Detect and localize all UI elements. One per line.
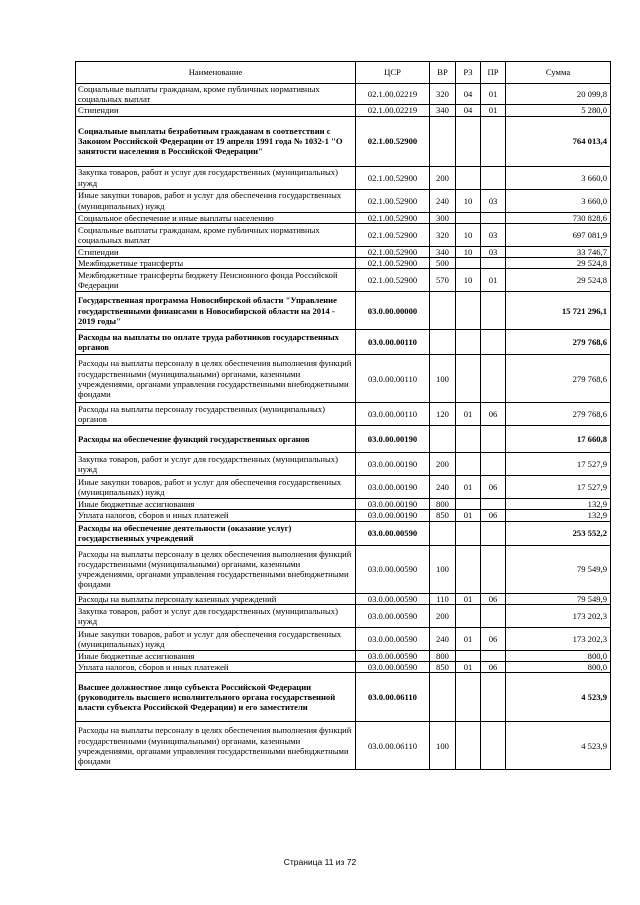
cell-rz: 01: [456, 627, 481, 650]
cell-vr: [430, 292, 456, 330]
cell-vr: [430, 521, 456, 545]
cell-name: Расходы на выплаты персоналу в целях обеспечения выполнения функций государственными (муниципальными) органами, казенными учреждениями, органами управления государственными внебюджетными фондами: [76, 545, 356, 593]
cell-pr: 06: [481, 593, 506, 604]
cell-csr: 03.0.00.00110: [356, 355, 430, 403]
cell-rz: [456, 545, 481, 593]
cell-pr: [481, 650, 506, 661]
cell-pr: 06: [481, 476, 506, 499]
cell-csr: 03.0.00.00110: [356, 330, 430, 355]
cell-rz: [456, 166, 481, 189]
cell-name: Высшее должностное лицо субъекта Российской Федерации (руководитель высшего исполнительного органа государственной власти субъекта Российской Федерации) и его заместители: [76, 673, 356, 722]
cell-pr: [481, 499, 506, 510]
cell-pr: 06: [481, 662, 506, 673]
cell-pr: 01: [481, 105, 506, 116]
header-pr: ПР: [481, 62, 506, 84]
table-header-row: [76, 62, 611, 84]
cell-csr: 02.1.00.52900: [356, 212, 430, 223]
cell-sum: 3 660,0: [506, 166, 611, 189]
cell-pr: [481, 330, 506, 355]
cell-vr: [430, 673, 456, 722]
cell-sum: 79 549,9: [506, 593, 611, 604]
cell-rz: 01: [456, 593, 481, 604]
cell-name: Стипендии: [76, 246, 356, 257]
cell-vr: 570: [430, 269, 456, 292]
cell-rz: [456, 722, 481, 770]
cell-vr: 120: [430, 403, 456, 426]
budget-table-container: [75, 61, 610, 770]
cell-csr: 02.1.00.52900: [356, 258, 430, 269]
cell-vr: 100: [430, 545, 456, 593]
table-row: [76, 189, 611, 212]
cell-sum: 279 768,6: [506, 330, 611, 355]
cell-vr: 100: [430, 722, 456, 770]
cell-name: Расходы на выплаты персоналу государственных (муниципальных) органов: [76, 403, 356, 426]
cell-pr: [481, 521, 506, 545]
cell-vr: 850: [430, 662, 456, 673]
cell-vr: 850: [430, 510, 456, 521]
table-row: [76, 116, 611, 166]
cell-vr: 800: [430, 650, 456, 661]
cell-csr: 03.0.00.00110: [356, 403, 430, 426]
cell-vr: 300: [430, 212, 456, 223]
cell-sum: 730 828,6: [506, 212, 611, 223]
cell-name: Иные закупки товаров, работ и услуг для обеспечения государственных (муниципальных) нужд: [76, 189, 356, 212]
cell-vr: 340: [430, 105, 456, 116]
cell-pr: [481, 355, 506, 403]
cell-csr: 02.1.00.52900: [356, 269, 430, 292]
cell-rz: [456, 212, 481, 223]
budget-table: [75, 61, 611, 770]
cell-name: Государственная программа Новосибирской области "Управление государственными финансами в Новосибирской области на 2014 - 2019 годы": [76, 292, 356, 330]
cell-sum: 17 527,9: [506, 453, 611, 476]
cell-name: Расходы на выплаты персоналу в целях обеспечения выполнения функций государственными (муниципальными) органами, казенными учреждениями, органами управления государственными внебюджетными фондами: [76, 355, 356, 403]
cell-name: Иные закупки товаров, работ и услуг для обеспечения государственных (муниципальных) нужд: [76, 476, 356, 499]
cell-csr: 03.0.00.00190: [356, 476, 430, 499]
cell-sum: 33 746,7: [506, 246, 611, 257]
cell-csr: 03.0.00.06110: [356, 722, 430, 770]
cell-csr: 03.0.00.00190: [356, 499, 430, 510]
cell-sum: 173 202,3: [506, 627, 611, 650]
cell-rz: [456, 499, 481, 510]
table-row: [76, 453, 611, 476]
cell-pr: 03: [481, 223, 506, 246]
cell-rz: 01: [456, 662, 481, 673]
cell-csr: 03.0.00.00590: [356, 662, 430, 673]
cell-name: Социальное обеспечение и иные выплаты населению: [76, 212, 356, 223]
cell-pr: [481, 212, 506, 223]
cell-pr: 03: [481, 189, 506, 212]
cell-rz: [456, 355, 481, 403]
cell-rz: [456, 650, 481, 661]
cell-vr: 110: [430, 593, 456, 604]
cell-pr: [481, 604, 506, 627]
cell-vr: 800: [430, 499, 456, 510]
table-body: [76, 84, 611, 770]
cell-sum: 173 202,3: [506, 604, 611, 627]
cell-pr: [481, 116, 506, 166]
cell-sum: 697 081,9: [506, 223, 611, 246]
cell-name: Уплата налогов, сборов и иных платежей: [76, 662, 356, 673]
cell-csr: 02.1.00.02219: [356, 105, 430, 116]
cell-name: Социальные выплаты безработным гражданам в соответствии с Законом Российской Федерации от 19 апреля 1991 года № 1032-1 "О занятости населения в Российской Федерации": [76, 116, 356, 166]
cell-rz: 04: [456, 105, 481, 116]
cell-name: Межбюджетные трансферты бюджету Пенсионного фонда Российской Федерации: [76, 269, 356, 292]
table-row: [76, 105, 611, 116]
cell-name: Расходы на выплаты по оплате труда работников государственных органов: [76, 330, 356, 355]
table-row: [76, 166, 611, 189]
cell-sum: 132,9: [506, 499, 611, 510]
cell-pr: [481, 722, 506, 770]
header-rz: РЗ: [456, 62, 481, 84]
cell-rz: [456, 330, 481, 355]
cell-name: Социальные выплаты гражданам, кроме публичных нормативных социальных выплат: [76, 84, 356, 105]
cell-csr: 02.1.00.52900: [356, 189, 430, 212]
cell-rz: [456, 426, 481, 453]
table-row: [76, 403, 611, 426]
cell-pr: 06: [481, 510, 506, 521]
cell-name: Социальные выплаты гражданам, кроме публичных нормативных социальных выплат: [76, 223, 356, 246]
table-row: [76, 84, 611, 105]
cell-pr: [481, 673, 506, 722]
cell-pr: [481, 453, 506, 476]
cell-csr: 02.1.00.52900: [356, 116, 430, 166]
cell-name: Закупка товаров, работ и услуг для государственных (муниципальных) нужд: [76, 453, 356, 476]
cell-csr: 02.1.00.52900: [356, 166, 430, 189]
cell-vr: 240: [430, 189, 456, 212]
table-row: [76, 476, 611, 499]
cell-name: Расходы на выплаты персоналу казенных учреждений: [76, 593, 356, 604]
cell-csr: 03.0.00.00590: [356, 545, 430, 593]
cell-rz: 01: [456, 476, 481, 499]
cell-rz: [456, 521, 481, 545]
cell-sum: 3 660,0: [506, 189, 611, 212]
cell-rz: [456, 292, 481, 330]
cell-csr: 03.0.00.06110: [356, 673, 430, 722]
cell-pr: [481, 258, 506, 269]
cell-sum: 79 549,9: [506, 545, 611, 593]
cell-sum: 800,0: [506, 650, 611, 661]
cell-sum: 15 721 296,1: [506, 292, 611, 330]
cell-rz: [456, 116, 481, 166]
page-number: Страница 11 из 72: [283, 857, 357, 867]
cell-vr: [430, 426, 456, 453]
cell-name: Иные бюджетные ассигнования: [76, 499, 356, 510]
cell-sum: 279 768,6: [506, 403, 611, 426]
cell-vr: 340: [430, 246, 456, 257]
cell-csr: 02.1.00.52900: [356, 246, 430, 257]
header-csr: ЦСР: [356, 62, 430, 84]
header-sum: Сумма: [506, 62, 611, 84]
table-row: [76, 673, 611, 722]
cell-csr: 03.0.00.00190: [356, 453, 430, 476]
cell-pr: [481, 166, 506, 189]
cell-name: Расходы на выплаты персоналу в целях обеспечения выполнения функций государственными (муниципальными) органами, казенными учреждениями, органами управления государственными внебюджетными фондами: [76, 722, 356, 770]
cell-sum: 800,0: [506, 662, 611, 673]
cell-csr: 02.1.00.52900: [356, 223, 430, 246]
cell-vr: 200: [430, 453, 456, 476]
table-row: [76, 246, 611, 257]
cell-csr: 03.0.00.00590: [356, 593, 430, 604]
table-row: [76, 269, 611, 292]
table-row: [76, 212, 611, 223]
cell-pr: [481, 292, 506, 330]
cell-pr: 03: [481, 246, 506, 257]
cell-rz: [456, 453, 481, 476]
cell-rz: 10: [456, 189, 481, 212]
cell-vr: [430, 330, 456, 355]
cell-sum: 29 524,8: [506, 269, 611, 292]
cell-csr: 03.0.00.00000: [356, 292, 430, 330]
cell-name: Расходы на обеспечение функций государственных органов: [76, 426, 356, 453]
cell-rz: [456, 673, 481, 722]
cell-rz: 10: [456, 269, 481, 292]
table-row: [76, 627, 611, 650]
table-row: [76, 355, 611, 403]
cell-csr: 03.0.00.00190: [356, 426, 430, 453]
cell-sum: 17 527,9: [506, 476, 611, 499]
cell-vr: 200: [430, 166, 456, 189]
cell-name: Межбюджетные трансферты: [76, 258, 356, 269]
cell-name: Стипендии: [76, 105, 356, 116]
cell-name: Иные бюджетные ассигнования: [76, 650, 356, 661]
table-row: [76, 650, 611, 661]
table-row: [76, 292, 611, 330]
cell-rz: [456, 604, 481, 627]
cell-pr: 01: [481, 269, 506, 292]
cell-sum: 764 013,4: [506, 116, 611, 166]
cell-name: Расходы на обеспечение деятельности (оказание услуг) государственных учреждений: [76, 521, 356, 545]
cell-pr: 01: [481, 84, 506, 105]
cell-pr: 06: [481, 627, 506, 650]
cell-vr: 200: [430, 604, 456, 627]
cell-name: Закупка товаров, работ и услуг для государственных (муниципальных) нужд: [76, 604, 356, 627]
table-row: [76, 521, 611, 545]
table-row: [76, 593, 611, 604]
cell-csr: 03.0.00.00190: [356, 510, 430, 521]
cell-sum: 5 280,0: [506, 105, 611, 116]
cell-csr: 03.0.00.00590: [356, 521, 430, 545]
cell-pr: [481, 426, 506, 453]
cell-vr: 320: [430, 223, 456, 246]
cell-csr: 03.0.00.00590: [356, 604, 430, 627]
cell-csr: 03.0.00.00590: [356, 650, 430, 661]
cell-vr: 500: [430, 258, 456, 269]
cell-sum: 29 524,8: [506, 258, 611, 269]
table-row: [76, 499, 611, 510]
table-row: [76, 662, 611, 673]
cell-sum: 4 523,9: [506, 673, 611, 722]
cell-sum: 4 523,9: [506, 722, 611, 770]
table-row: [76, 330, 611, 355]
cell-vr: 320: [430, 84, 456, 105]
cell-rz: 04: [456, 84, 481, 105]
cell-name: Уплата налогов, сборов и иных платежей: [76, 510, 356, 521]
cell-pr: [481, 545, 506, 593]
cell-sum: 20 099,8: [506, 84, 611, 105]
cell-sum: 132,9: [506, 510, 611, 521]
cell-rz: 10: [456, 223, 481, 246]
cell-csr: 02.1.00.02219: [356, 84, 430, 105]
cell-vr: 240: [430, 627, 456, 650]
cell-vr: 240: [430, 476, 456, 499]
table-row: [76, 604, 611, 627]
cell-vr: 100: [430, 355, 456, 403]
cell-name: Закупка товаров, работ и услуг для государственных (муниципальных) нужд: [76, 166, 356, 189]
header-name: Наименование: [76, 62, 356, 84]
cell-rz: 01: [456, 510, 481, 521]
table-row: [76, 722, 611, 770]
cell-pr: 06: [481, 403, 506, 426]
table-row: [76, 545, 611, 593]
cell-rz: 01: [456, 403, 481, 426]
cell-name: Иные закупки товаров, работ и услуг для обеспечения государственных (муниципальных) нужд: [76, 627, 356, 650]
cell-sum: 253 552,2: [506, 521, 611, 545]
cell-sum: 279 768,6: [506, 355, 611, 403]
table-row: [76, 258, 611, 269]
table-row: [76, 510, 611, 521]
cell-rz: [456, 258, 481, 269]
header-vr: ВР: [430, 62, 456, 84]
cell-csr: 03.0.00.00590: [356, 627, 430, 650]
cell-vr: [430, 116, 456, 166]
cell-sum: 17 660,8: [506, 426, 611, 453]
cell-rz: 10: [456, 246, 481, 257]
table-row: [76, 426, 611, 453]
table-row: [76, 223, 611, 246]
